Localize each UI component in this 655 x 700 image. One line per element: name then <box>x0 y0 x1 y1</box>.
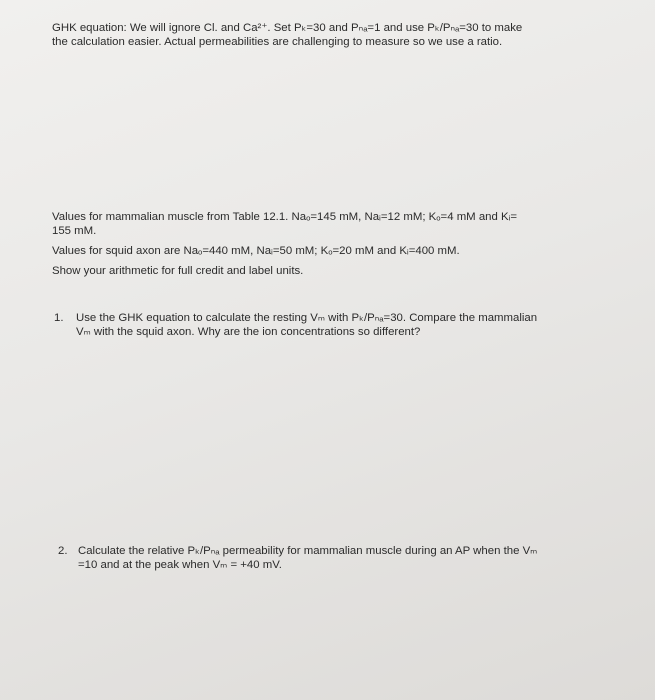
mammalian-line-2: 155 mM. <box>52 225 97 237</box>
intro-line-2: the calculation easier. Actual permeabilities are challenging to measure so we use a ratio. <box>52 36 503 48</box>
intro-line-1: GHK equation: We will ignore Cl. and Ca²⁺. Set Pₖ=30 and Pₙₐ=1 and use Pₖ/Pₙₐ=30 to make <box>52 22 523 34</box>
mammalian-values <box>52 210 597 238</box>
instructions <box>52 264 597 278</box>
question-2-number: 2. <box>58 545 68 557</box>
question-2-line-2: =10 and at the peak when Vₘ = +40 mV. <box>78 559 282 571</box>
question-1 <box>54 311 614 341</box>
instructions-line: Show your arithmetic for full credit and label units. <box>52 265 304 277</box>
question-1-line-1: Use the GHK equation to calculate the resting Vₘ with Pₖ/Pₙₐ=30. Compare the mammalian <box>76 312 538 324</box>
question-1-number: 1. <box>54 312 64 324</box>
ghk-intro <box>52 21 597 49</box>
question-2 <box>58 544 618 574</box>
squid-values <box>52 244 597 258</box>
question-1-line-2: Vₘ with the squid axon. Why are the ion concentrations so different? <box>76 326 421 338</box>
question-2-line-1: Calculate the relative Pₖ/Pₙₐ permeability for mammalian muscle during an AP when the Vₘ <box>78 545 538 557</box>
mammalian-line-1: Values for mammalian muscle from Table 12.1. Naₒ=145 mM, Naᵢ=12 mM; Kₒ=4 mM and Kᵢ= <box>52 211 518 223</box>
squid-line: Values for squid axon are Naₒ=440 mM, Naᵢ=50 mM; Kₒ=20 mM and Kᵢ=400 mM. <box>52 245 460 257</box>
